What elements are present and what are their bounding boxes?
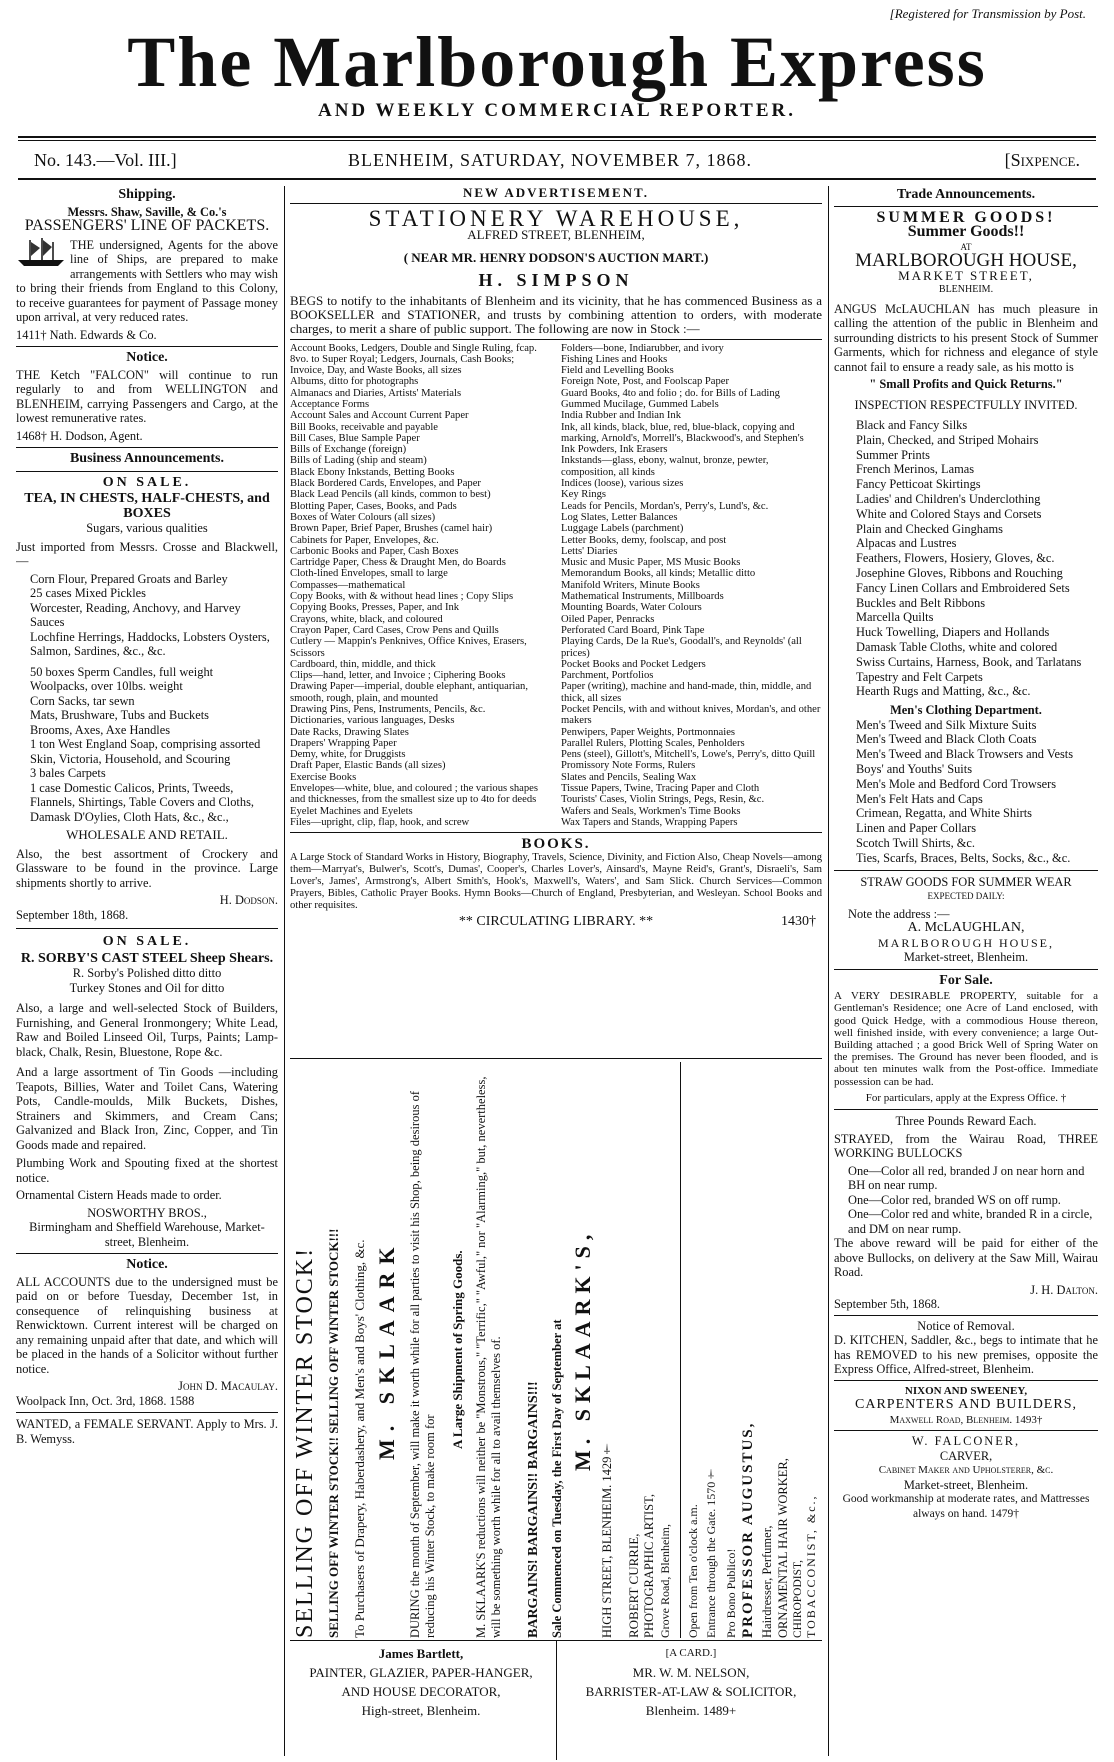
currie-entrance: Entrance through the Gate. 1570† bbox=[704, 1467, 718, 1638]
ketch-sign: 1468† H. Dodson, Agent. bbox=[16, 428, 143, 443]
bartlett-trade: PAINTER, GLAZIER, PAPER-HANGER, bbox=[309, 1665, 533, 1680]
stock-item: Wax Tapers and Stands, Wrapping Papers bbox=[561, 816, 738, 828]
stock-item: Date Racks, Drawing Slates bbox=[290, 726, 409, 738]
inspection-invited: INSPECTION RESPECTFULLY INVITED. bbox=[854, 397, 1078, 412]
nixon-name: NIXON AND SWEENEY, bbox=[904, 1384, 1028, 1397]
stock-item: Bill Cases, Blue Sample Paper bbox=[290, 432, 420, 444]
stock-item: Foreign Note, Post, and Foolscap Paper bbox=[561, 376, 730, 388]
sorby-body: Also, a large and well-selected Stock of Builders, Furnishing, and General Ironmongery; White Lead, Raw and Boiled Linseed Oil, Turps, Paints; Lamp-black, Chalk, Resin, Bluestone, Rope &c. bbox=[16, 1001, 278, 1059]
onsale2-heading: ON SALE. bbox=[102, 934, 192, 949]
stock-item: Folders—bone, Indiarubber, and ivory bbox=[561, 342, 724, 354]
stock-item: Playing Cards, De la Rue's, Goodall's, and Reynolds' (all prices) bbox=[561, 636, 802, 659]
simpson-intro: BEGS to notify to the inhabitants of Blenheim and its vicinity, that he has commenced Business as a BOOKSELLER and STATIONER, and trusts by combining attention to orders, with moderate charges, to merit a share of public support. The following are now in Stock :— bbox=[290, 292, 822, 336]
stock-item: Log Slates, Letter Balances bbox=[561, 511, 678, 523]
column-divider bbox=[556, 1640, 557, 1760]
augustus-chiropodist: CHIROPODIST, bbox=[792, 1559, 804, 1638]
stock-item: Perforated Card Board, Pink Tape bbox=[561, 624, 705, 636]
mens-item: Men's Tweed and Silk Mixture Suits bbox=[856, 717, 1037, 732]
column-divider bbox=[680, 1062, 681, 1638]
currie-open: Open from Ten o'clock a.m. bbox=[686, 1504, 700, 1638]
stock-item: Bills of Exchange (foreign) bbox=[290, 444, 407, 456]
circulating-library: ** CIRCULATING LIBRARY. ** bbox=[458, 913, 654, 929]
divider bbox=[834, 1430, 1098, 1431]
stock-item: Crayons, white, black, and coloured bbox=[290, 613, 443, 625]
market-street: MARKET STREET, bbox=[898, 267, 1034, 283]
tea-item: 50 boxes Sperm Candles, full weight bbox=[30, 664, 214, 679]
stock-item: Brown Paper, Brief Paper, Brushes (camel hair) bbox=[290, 523, 493, 535]
stock-item: Cabinets for Paper, Envelopes, &c. bbox=[290, 534, 439, 546]
notice-heading: Notice. bbox=[126, 350, 168, 365]
stationery-street: ALFRED STREET, BLENHEIM, bbox=[467, 227, 645, 242]
stock-item: Clips—hand, letter, and Invoice ; Ciphering Books bbox=[290, 670, 506, 682]
stock-item: Indices (loose), various sizes bbox=[561, 478, 684, 490]
mens-item: Men's Mole and Bedford Cord Trowsers bbox=[856, 776, 1057, 791]
column-divider bbox=[828, 186, 829, 1756]
circulating-line bbox=[290, 915, 822, 930]
goods-item: Alpacas and Lustres bbox=[856, 536, 957, 551]
mens-item: Linen and Paper Collars bbox=[856, 821, 977, 836]
bartlett-name: James Bartlett, bbox=[378, 1646, 464, 1661]
stock-item: Music and Music Paper, MS Music Books bbox=[561, 557, 741, 569]
mens-list bbox=[834, 718, 1098, 866]
spring-goods: A Large Shipment of Spring Goods. bbox=[450, 1250, 465, 1450]
goods-list bbox=[834, 418, 1098, 699]
reward-body: The above reward will be paid for either of the above Bullocks, on delivery at the Saw Mill, Wairau Road. bbox=[834, 1236, 1098, 1280]
goods-item: Damask Table Cloths, white and colored bbox=[856, 639, 1058, 654]
books-body: A Large Stock of Standard Works in History, Biography, Travels, Science, Divinity, and Fiction Also, Cheap Novels—among them—Marryat's, Bulwer's, Scott's, Dumas', Cooper's, Charles Lover's, Ainsard's, Mayne Reid's, Grant's, Disraeli's, Sam Lover's, James', Armstrong's, Albert Smith's, Hook's, Maxwell's, Waters', and Sam Slick. Church Services—Common Prayers, Bibles, Catholic Prayer Books. Hymn Books—Church of England, Presbyterian, and Wesleyan. School Books and other requisites. bbox=[290, 851, 822, 911]
tea-subtitle: Sugars, various qualities bbox=[86, 521, 208, 535]
stock-item: Tissue Papers, Twine, Tracing Paper and Cloth bbox=[561, 783, 760, 795]
selling-off-big: SELLING OFF WINTER STOCK! bbox=[292, 1246, 318, 1638]
falconer-workmanship: Good workmanship at moderate rates, and Mattresses always on hand. 1479† bbox=[842, 1493, 1090, 1520]
new-advertisement: NEW ADVERTISEMENT. bbox=[462, 186, 650, 200]
stock-item: Cartridge Paper, Chess & Draught Men, do Boards bbox=[290, 557, 506, 569]
nosworthy-address: Birmingham and Sheffield Warehouse, Market-street, Blenheim. bbox=[29, 1220, 265, 1249]
accounts-body: ALL ACCOUNTS due to the undersigned must be paid on or before Tuesday, December 1st, in consequence of relinquishing business at Renwicktown. Current interest will be charged on any remaining unpaid after that date, and which will be placed in the hands of a Solicitor without further notice. bbox=[16, 1274, 278, 1376]
note-address: Note the address :— bbox=[848, 906, 950, 921]
place-date: BLENHEIM, SATURDAY, NOVEMBER 7, 1868. bbox=[348, 150, 753, 170]
stock-item: Ink Powders, Ink Erasers bbox=[561, 444, 668, 456]
forsale-heading: For Sale. bbox=[939, 972, 993, 988]
stock-item: Almanacs and Diaries, Artists' Materials bbox=[290, 387, 462, 399]
augustus-tobacconist: TOBACCONIST, &c., bbox=[804, 1494, 818, 1638]
stock-item: Key Rings bbox=[561, 489, 607, 501]
stock-item: Drapers' Wrapping Paper bbox=[290, 737, 397, 749]
mclaughlan-name: A. McLAUGHLAN, bbox=[907, 920, 1025, 936]
bartlett-advert bbox=[290, 1644, 552, 1758]
tea-item: 3 bales Carpets bbox=[30, 766, 106, 780]
nosworthy-name: NOSWORTHY BROS., bbox=[87, 1205, 207, 1220]
stock-item: Field and Levelling Books bbox=[561, 365, 674, 377]
tea-item: 1 ton West England Soap, comprising assorted Skin, Victoria, Household, and Scouring bbox=[30, 737, 261, 766]
goods-item: Fancy Linen Collars and Embroidered Sets bbox=[856, 580, 1070, 595]
goods-item: Tapestry and Felt Carpets bbox=[856, 669, 983, 684]
stock-item: Inkstands—glass, ebony, walnut, bronze, pewter, composition, all kinds bbox=[561, 455, 769, 478]
stock-item: Acceptance Forms bbox=[290, 398, 370, 410]
goods-item: Ladies' and Children's Underclothing bbox=[856, 491, 1041, 506]
mens-item: Men's Tweed and Black Cloth Coats bbox=[856, 732, 1037, 747]
stock-item: India Rubber and Indian Ink bbox=[561, 410, 682, 422]
tea-item: 1 case Domestic Calicos, Prints, Tweeds, Flannels, Shirtings, Table Covers and Cloths, Damask D'Oylies, Cloth Hats, &c., &c., bbox=[30, 780, 254, 824]
tea-item: Mats, Brushware, Tubs and Buckets bbox=[30, 708, 209, 722]
tea-title: TEA, IN CHESTS, HALF-CHESTS, and BOXES bbox=[24, 491, 270, 521]
stock-item: Black Lead Pencils (all kinds, common to best) bbox=[290, 489, 491, 501]
sale-commenced: Sale Commenced on Tuesday, the First Day of September at bbox=[550, 1319, 564, 1638]
motto: " Small Profits and Quick Returns." bbox=[869, 377, 1063, 391]
stock-item: Luggage Labels (parchment) bbox=[561, 523, 684, 535]
summer-title: SUMMER GOODS! bbox=[876, 208, 1056, 226]
bartlett-decorator: AND HOUSE DECORATOR, bbox=[341, 1684, 501, 1699]
divider bbox=[16, 447, 278, 448]
maxwell-road: Maxwell Road, Blenheim. 1493† bbox=[889, 1413, 1043, 1426]
mens-item: Ties, Scarfs, Braces, Belts, Socks, &c., &c. bbox=[856, 850, 1071, 865]
reward-heading: Three Pounds Reward Each. bbox=[895, 1114, 1037, 1129]
goods-item: White and Colored Stays and Corsets bbox=[856, 506, 1042, 521]
business-heading: Business Announcements. bbox=[69, 451, 225, 466]
stock-list-right bbox=[561, 343, 822, 829]
augustus-name: PROFESSOR AUGUSTUS, bbox=[740, 1421, 756, 1638]
dalton-sign: J. H. Dalton. bbox=[1030, 1282, 1098, 1297]
tea-item: Worcester, Reading, Anchovy, and Harvey Sauces bbox=[30, 600, 241, 629]
stock-item: Slates and Pencils, Sealing Wax bbox=[561, 771, 697, 783]
woolpack-line: Woolpack Inn, Oct. 3rd, 1868. 1588 bbox=[16, 1393, 195, 1408]
divider bbox=[16, 928, 278, 929]
divider bbox=[290, 203, 822, 204]
date-sept-18: September 18th, 1868. bbox=[16, 907, 129, 922]
left-column bbox=[16, 186, 278, 1756]
stock-item: Bill Books, receivable and payable bbox=[290, 421, 438, 433]
dodson-sign: H. Dodson. bbox=[219, 893, 278, 907]
augustus-trade: Hairdresser, Perfumer, bbox=[760, 1525, 774, 1638]
stock-item: Leads for Pencils, Mordan's, Perry's, Lund's, &c. bbox=[561, 500, 769, 512]
bullock-item: One—Color all red, branded J on near horn and BH on near rump. bbox=[848, 1163, 1085, 1193]
stock-item: Envelopes—white, blue, and coloured ; the various shapes and thicknesses, from the smallest size up to 4to for deeds bbox=[290, 783, 539, 806]
summer-subtitle: Summer Goods!! bbox=[907, 223, 1025, 240]
tea-item: 25 cases Mixed Pickles bbox=[30, 586, 146, 600]
stock-item: Memorandum Books, all kinds; Metallic ditto bbox=[561, 568, 756, 580]
falconer-street: Market-street, Blenheim. bbox=[903, 1477, 1029, 1492]
stock-item: Exercise Books bbox=[290, 771, 357, 783]
stock-item: Dictionaries, various languages, Desks bbox=[290, 715, 455, 727]
stationery-advert bbox=[290, 186, 822, 1056]
shaw-subtitle: PASSENGERS' LINE OF PACKETS. bbox=[24, 217, 270, 234]
selling-off-repeat: SELLING OFF WINTER STOCK!! SELLING OFF WINTER STOCK!!! bbox=[326, 1228, 341, 1638]
stock-item: Mounting Boards, Water Colours bbox=[561, 602, 702, 614]
tea-item: Woolpacks, over 10lbs. weight bbox=[30, 679, 183, 693]
bartlett-address: High-street, Blenheim. bbox=[361, 1703, 481, 1718]
blenheim-label: BLENHEIM. bbox=[938, 284, 994, 295]
stock-item: Mathematical Instruments, Millboards bbox=[561, 591, 724, 603]
goods-item: Plain and Checked Ginghams bbox=[856, 521, 1003, 536]
stock-item: Cardboard, thin, middle, and thick bbox=[290, 658, 436, 670]
stock-item: Oiled Paper, Penracks bbox=[561, 613, 655, 625]
shipping-heading: Shipping. bbox=[118, 187, 176, 202]
sklaark-reductions: M. SKLAARK'S reductions will neither be "Monstrous," "Terrific," "Awful," nor "Alarming," but, nevertheless, will be something worth while for all to avail themselves of. bbox=[474, 1076, 503, 1638]
goods-item: Fancy Petticoat Skirtings bbox=[856, 477, 981, 492]
stationery-near: ( NEAR MR. HENRY DODSON'S AUCTION MART.) bbox=[403, 249, 709, 265]
removal-heading: Notice of Removal. bbox=[917, 1318, 1015, 1333]
forsale-body: A VERY DESIRABLE PROPERTY, suitable for a Gentleman's Residence; one Acre of Land enclosed, with good Quick Hedge, with a commodious House thereon, well finished inside, with every convenience; a large Out-Building attached ; a good Brick Well of Spring Water on the premises. The Ground has never been flooded, and is about ten minutes walk from the Post-office. Immediate possession can be had. bbox=[834, 990, 1098, 1088]
nelson-advert bbox=[560, 1644, 822, 1758]
goods-item: Marcella Quilts bbox=[856, 610, 934, 625]
macaulay-sign: John D. Macaulay. bbox=[178, 1379, 278, 1393]
currie-address: Grove Road, Blenheim, bbox=[658, 1524, 672, 1638]
stock-item: Account Books, Ledgers, Double and Single Ruling, fcap. 8vo. to Super Royal; Ledgers, Journals, Cash Books; Invoice, Day, and Waste Books, all sizes bbox=[290, 342, 537, 377]
tea-item: Brooms, Axes, Axe Handles bbox=[30, 722, 171, 737]
stock-item: Compasses—mathematical bbox=[290, 579, 406, 591]
stock-item: Pocket Books and Pocket Ledgers bbox=[561, 658, 706, 670]
falconer-cabinet: Cabinet Maker and Upholsterer, &c. bbox=[878, 1464, 1054, 1477]
stock-item: Account Sales and Account Current Paper bbox=[290, 410, 469, 422]
stock-item: Guard Books, 4to and folio ; do. for Bills of Lading bbox=[561, 387, 780, 399]
expected-daily: EXPECTED DAILY: bbox=[927, 891, 1005, 902]
stock-item: Albums, ditto for photographs bbox=[290, 376, 419, 388]
purchasers-line: To Purchasers of Drapery, Haberdashery, and Men's and Boys' Clothing, &c. bbox=[352, 1239, 367, 1638]
shaw-sign: 1411† Nath. Edwards & Co. bbox=[16, 327, 157, 342]
bargains: BARGAINS! BARGAINS!! BARGAINS!!! bbox=[526, 1381, 541, 1638]
divider bbox=[16, 1253, 278, 1254]
augustus-hair: ORNAMENTAL HAIR WORKER, bbox=[776, 1458, 790, 1638]
simpson-name: H. SIMPSON bbox=[478, 270, 634, 290]
at-label: AT bbox=[960, 241, 972, 252]
stock-item: Manifold Writers, Minute Books bbox=[561, 579, 700, 591]
mens-item: Men's Tweed and Black Trowsers and Vests bbox=[856, 747, 1074, 762]
circulating-number: 1430† bbox=[781, 913, 816, 929]
mens-item: Men's Felt Hats and Caps bbox=[856, 791, 983, 806]
stock-item: Bills of Lading (ship and steam) bbox=[290, 455, 427, 467]
stock-item: Cutlery — Mappin's Penknives, Office Knives, Erasers, Scissors bbox=[290, 636, 527, 659]
stock-item: Letts' Diaries bbox=[561, 545, 618, 557]
goods-item: Josephine Gloves, Ribbons and Rouching bbox=[856, 565, 1063, 580]
sorby-title: R. SORBY'S CAST STEEL Sheep Shears. bbox=[20, 950, 274, 966]
stock-item: Ink, all kinds, black, blue, red, blue-black, copying and marking, Arnold's, Morrell's, Blackwood's, and Stephen's bbox=[561, 421, 804, 444]
currie-name: ROBERT CURRIE, bbox=[626, 1533, 641, 1638]
stock-item: Boxes of Water Colours (all sizes) bbox=[290, 511, 436, 523]
right-column bbox=[834, 186, 1098, 1756]
trade-heading: Trade Announcements. bbox=[896, 187, 1036, 202]
date-sept-5: September 5th, 1868. bbox=[834, 1297, 940, 1312]
nelson-title: BARRISTER-AT-LAW & SOLICITOR, bbox=[585, 1684, 797, 1699]
card-label: [A CARD.] bbox=[665, 1647, 717, 1659]
stock-item: Pens (steel), Gillott's, Mitchell's, Lowe's, Perry's, ditto Quill bbox=[561, 749, 816, 761]
goods-item: French Merinos, Lamas bbox=[856, 462, 975, 477]
stock-item: Parallel Rulers, Plotting Scales, Penholders bbox=[561, 737, 745, 749]
masthead-subtitle: AND WEEKLY COMMERCIAL REPORTER. bbox=[317, 100, 796, 121]
goods-item: Plain, Checked, and Striped Mohairs bbox=[856, 432, 1039, 447]
divider bbox=[834, 1109, 1098, 1110]
pro-bono: Pro Bono Publico! bbox=[724, 1548, 738, 1638]
mens-item: Crimean, Regatta, and White Shirts bbox=[856, 806, 1032, 821]
nelson-address: Blenheim. 1489+ bbox=[645, 1703, 737, 1718]
shaw-body: THE undersigned, Agents for the above line of Ships, are prepared to make arrangements with Settlers who may wish to bring their friends from England to this Colony, to receive guarantees for payment of Passage money upon arrival, at very reduced rates. bbox=[16, 237, 278, 324]
divider bbox=[16, 346, 278, 347]
divider bbox=[16, 1412, 278, 1413]
divider bbox=[16, 471, 278, 472]
stock-item: Fishing Lines and Hooks bbox=[561, 353, 668, 365]
stock-item: Drawing Pins, Pens, Instruments, Pencils, &c. bbox=[290, 704, 486, 715]
stock-list-left bbox=[290, 343, 551, 829]
bullock-item: One—Color red and white, branded R in a circle, and DM on near rump. bbox=[848, 1207, 1093, 1236]
stock-item: Copy Books, with & without head lines ; Copy Slips bbox=[290, 591, 514, 603]
mens-item: Boys' and Youths' Suits bbox=[856, 762, 973, 777]
stationery-title: STATIONERY WAREHOUSE, bbox=[368, 205, 744, 231]
mens-heading: Men's Clothing Department. bbox=[890, 703, 1042, 718]
goods-item: Hearth Rugs and Matting, &c., &c. bbox=[856, 684, 1031, 699]
divider bbox=[834, 870, 1098, 871]
sklaarks-name: M. SKLAARK'S, bbox=[570, 1228, 595, 1472]
divider bbox=[290, 832, 822, 833]
sklaark-advert bbox=[290, 1062, 620, 1638]
carpenters: CARPENTERS AND BUILDERS, bbox=[855, 1397, 1077, 1413]
marlborough-house: MARLBOROUGH HOUSE, bbox=[855, 250, 1077, 271]
divider bbox=[834, 1315, 1098, 1316]
forsale-apply: For particulars, apply at the Express Office. † bbox=[865, 1091, 1067, 1104]
mclaughlan-street: Market-street, Blenheim. bbox=[903, 950, 1029, 965]
straw-goods: STRAW GOODS FOR SUMMER WEAR bbox=[860, 874, 1072, 889]
masthead-title: The Marlborough Express bbox=[127, 22, 987, 102]
stock-item: Copying Books, Presses, Paper, and Ink bbox=[290, 602, 460, 614]
tea-imported: Just imported from Messrs. Crosse and Blackwell,— bbox=[16, 539, 278, 568]
price: [Sixpence. bbox=[1004, 150, 1080, 170]
top-rule-thin bbox=[18, 140, 1096, 141]
goods-item: Swiss Curtains, Harness, Book, and Tarlatans bbox=[856, 654, 1082, 669]
stock-item: Eyelet Machines and Eyelets bbox=[290, 805, 413, 817]
stock-item: Tourists' Cases, Violin Strings, Pegs, Resin, &c. bbox=[561, 794, 765, 806]
stock-item: Pocket Pencils, with and without knives, Mordan's, and other makers bbox=[561, 704, 821, 727]
goods-item: Summer Prints bbox=[856, 447, 931, 462]
stock-item: Carbonic Books and Paper, Cash Boxes bbox=[290, 545, 459, 557]
stock-item: Black Ebony Inkstands, Betting Books bbox=[290, 466, 455, 478]
onsale-heading: ON SALE. bbox=[102, 474, 192, 490]
wholesale-retail: WHOLESALE AND RETAIL. bbox=[66, 827, 228, 842]
falconer-carver: CARVER, bbox=[939, 1448, 993, 1463]
ship-icon bbox=[16, 238, 66, 268]
mclaughlan-house: MARLBOROUGH HOUSE, bbox=[877, 935, 1054, 950]
stock-item: Paper (writing), machine and hand-made, thin, middle, and thick, all sizes bbox=[561, 681, 812, 704]
kitchen-body: D. KITCHEN, Saddler, &c., begs to intimate that he has REMOVED to his new premises, opposite the Express Office, Alfred-street, Blenheim. bbox=[834, 1333, 1098, 1377]
stock-item: Demy, white, for Druggists bbox=[290, 749, 406, 761]
stock-item: Draft Paper, Elastic Bands (all sizes) bbox=[290, 760, 446, 772]
dateline-rule bbox=[18, 178, 1096, 180]
sklaark-name: M. SKLAARK bbox=[374, 1239, 399, 1461]
stock-item: Letter Books, demy, foolscap, and post bbox=[561, 534, 727, 546]
strayed-body: STRAYED, from the Wairau Road, THREE WORKING BULLOCKS bbox=[834, 1131, 1098, 1161]
sklaark-body: DURING the month of September, will make it worth while for all parties to visit his Shop, being desirous of reducing his Winter Stock, to make room for bbox=[408, 1091, 437, 1638]
mens-item: Scotch Twill Shirts, &c. bbox=[856, 836, 976, 851]
top-rule bbox=[18, 136, 1096, 138]
goods-item: Feathers, Flowers, Hosiery, Gloves, &c. bbox=[856, 551, 1055, 566]
column-divider bbox=[284, 186, 285, 1756]
shaw-title: Messrs. Shaw, Saville, & Co.'s bbox=[67, 204, 227, 219]
divider bbox=[834, 206, 1098, 207]
stock-item: Drawing Paper—imperial, double elephant, antiquarian, smooth, rough, plain, and mounted bbox=[290, 681, 528, 704]
crockery-text: Also, the best assortment of Crockery and Glassware to be found in the province. Large shipments shortly to arrive. bbox=[16, 846, 278, 890]
stock-item: Blotting Paper, Cases, Books, and Pads bbox=[290, 500, 457, 512]
stock-list bbox=[290, 343, 822, 829]
currie-advert bbox=[624, 1062, 680, 1638]
stock-item: Files—upright, clip, flap, hook, and screw bbox=[290, 816, 470, 828]
sorby-body: And a large assortment of Tin Goods —including Teapots, Billies, Water and Toilet Cans, Watering Pots, Candle-moulds, Milk Buckets, Dishes, Strainers and Skimmers, and Cream Cans; Galvanized and Black Iron, Zinc, Copper, and Tin Goods made and repaired. bbox=[16, 1065, 278, 1152]
divider bbox=[290, 339, 822, 340]
augustus-advert bbox=[684, 1062, 822, 1638]
goods-item: Buckles and Belt Ribbons bbox=[856, 595, 986, 610]
sorby-body: Plumbing Work and Spouting fixed at the shortest notice. bbox=[16, 1156, 278, 1185]
sorby-body: Ornamental Cistern Heads made to order. bbox=[16, 1188, 222, 1202]
stock-item: Penwipers, Paper Weights, Portmonnaies bbox=[561, 726, 736, 738]
tea-item: Corn Flour, Prepared Groats and Barley bbox=[30, 571, 228, 586]
stock-item: Wafers and Seals, Workmen's Time Books bbox=[561, 805, 741, 817]
stock-item: Promissory Note Forms, Rulers bbox=[561, 760, 696, 772]
falconer-name: W. FALCONER, bbox=[911, 1434, 1021, 1449]
angus-body: ANGUS McLAUCHLAN has much pleasure in calling the attention of the public in Blenheim and surrounding districts to his present Stock of Summer Garments, which for richness and elegance of style cannot fail to ensure a ready sale, as his motto is bbox=[834, 301, 1098, 374]
divider bbox=[834, 969, 1098, 970]
goods-item: Huck Towelling, Diapers and Hollands bbox=[856, 625, 1050, 640]
notice2-heading: Notice. bbox=[126, 1257, 168, 1272]
stock-item: Cloth-lined Envelopes, small to large bbox=[290, 568, 448, 580]
nelson-name: MR. W. M. NELSON, bbox=[632, 1665, 750, 1680]
stock-item: Parchment, Portfolios bbox=[561, 670, 654, 682]
sorby-line: R. Sorby's Polished ditto ditto bbox=[72, 966, 222, 980]
ketch-body: THE Ketch "FALCON" will continue to run regularly to and from WELLINGTON and BLENHEIM, carrying Passengers and Cargo, at the lowest remunerative rates. bbox=[16, 367, 278, 425]
tea-item: Corn Sacks, tar sewn bbox=[30, 693, 135, 708]
stock-item: Crayon Paper, Card Cases, Crow Pens and Quills bbox=[290, 624, 499, 636]
high-street: HIGH STREET, BLENHEIM. 1429† bbox=[600, 1442, 614, 1638]
books-heading: BOOKS. bbox=[521, 836, 591, 853]
tea-item: Lochfine Herrings, Haddocks, Lobsters Oysters, Salmon, Sardines, &c., &c. bbox=[30, 629, 270, 658]
divider bbox=[290, 1058, 822, 1059]
stock-item: Black Bordered Cards, Envelopes, and Paper bbox=[290, 478, 481, 490]
bullock-item: One—Color red, branded WS on off rump. bbox=[848, 1192, 1061, 1207]
wanted-servant: WANTED, a FEMALE SERVANT. Apply to Mrs. J. B. Wemyss. bbox=[16, 1417, 278, 1446]
goods-item: Black and Fancy Silks bbox=[856, 418, 968, 432]
issue-number: No. 143.—Vol. III.] bbox=[34, 150, 177, 170]
sorby-line: Turkey Stones and Oil for ditto bbox=[69, 980, 225, 995]
currie-artist: PHOTOGRAPHIC ARTIST, bbox=[642, 1494, 656, 1638]
divider bbox=[834, 1380, 1098, 1381]
stock-item: Gummed Mucilage, Gummed Labels bbox=[561, 398, 719, 410]
registered-note: [Registered for Transmission by Post. bbox=[889, 6, 1086, 21]
